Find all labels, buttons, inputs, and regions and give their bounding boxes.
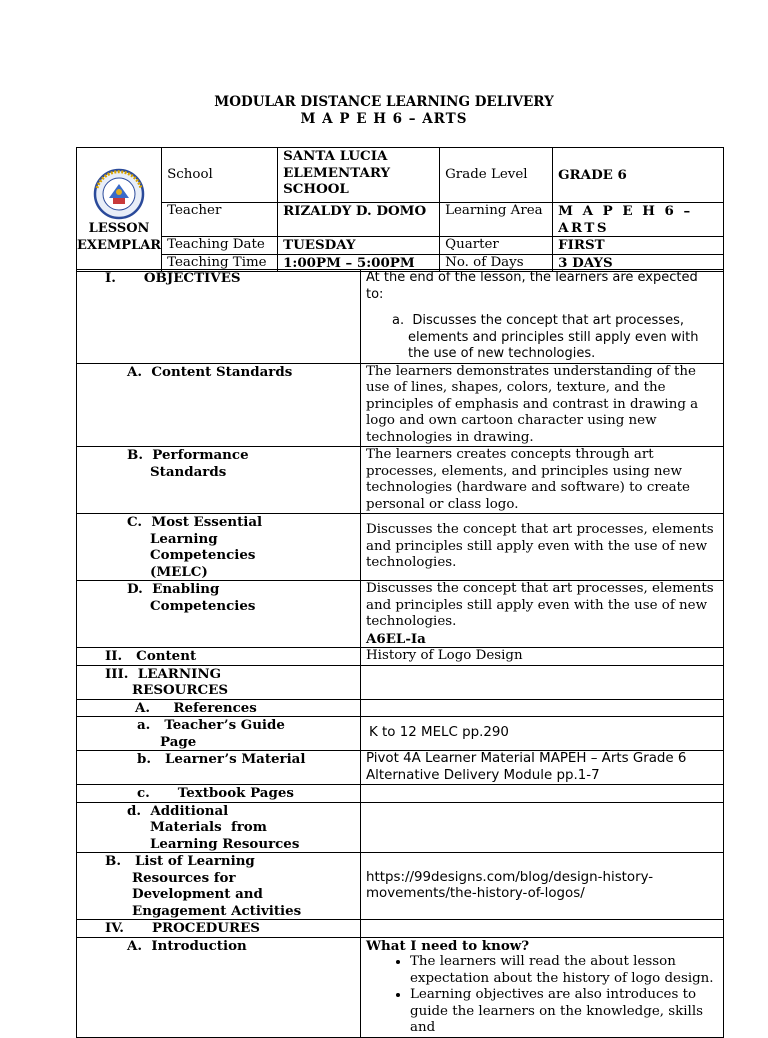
grade-level-value: GRADE 6 <box>553 148 724 203</box>
learning-area-value: M A P E H 6 – ARTS <box>553 203 724 237</box>
introduction-label: A. Introduction <box>77 937 361 1037</box>
content-label: II. Content <box>77 648 361 666</box>
content-standards-value: The learners demonstrates understanding of the use of lines, shapes, colors, texture, and the principles of emphasis and contrast in drawing a logo and own cartoon character using new technologies in drawing. <box>361 363 724 447</box>
additional-materials-value <box>361 802 724 853</box>
teaching-date-label: Teaching Date <box>162 237 278 255</box>
objectives-cell <box>361 270 724 364</box>
additional-materials-label: d. Additional Materials from Learning Resources <box>77 802 361 853</box>
lesson-label: LESSON <box>88 220 150 236</box>
performance-standards-label: B. Performance Standards <box>77 447 361 514</box>
references-value <box>361 699 724 717</box>
teacher-value: RIZALDY D. DOMO <box>278 203 440 237</box>
teaching-time-value: 1:00PM – 5:00PM <box>278 254 440 272</box>
teachers-guide-label: a. Teacher’s Guide Page <box>77 717 361 751</box>
learning-resources-label: III. LEARNING RESOURCES <box>77 665 361 699</box>
teaching-time-label: Teaching Time <box>162 254 278 272</box>
learning-area-label: Learning Area <box>440 203 553 237</box>
teacher-label: Teacher <box>162 203 278 237</box>
enabling-competencies-label: D. Enabling Competencies <box>77 581 361 648</box>
intro-bullet-2: • Learning objectives are also introduces to guide the learners on the knowledge, skills and <box>410 987 718 1037</box>
lesson-info-table <box>76 147 724 272</box>
days-label: No. of Days <box>440 254 553 272</box>
learning-resources-value <box>361 665 724 699</box>
textbook-pages-label: c. Textbook Pages <box>77 785 361 803</box>
intro-bullet-1: • The learners will read the about lesson expectation about the history of logo design. <box>410 954 718 987</box>
intro-heading: What I need to know? <box>366 937 530 954</box>
lesson-exemplar-cell <box>77 148 162 272</box>
school-seal-icon <box>93 168 145 220</box>
procedures-label: IV. PROCEDURES <box>77 920 361 938</box>
objective-a: a. Discusses the concept that art processes, elements and principles still apply even with the use of new technologies. <box>392 313 699 361</box>
melc-value: Discusses the concept that art processes, elements and principles still apply even with the use of new technologies. <box>361 514 724 581</box>
objectives-label: I. OBJECTIVES <box>77 270 361 364</box>
references-label: A. References <box>77 699 361 717</box>
melc-label: C. Most Essential Learning Competencies (MELC) <box>77 514 361 581</box>
document-title: MODULAR DISTANCE LEARNING DELIVERY <box>214 94 554 110</box>
content-value: History of Logo Design <box>361 648 724 666</box>
introduction-value <box>361 937 724 1037</box>
quarter-value: FIRST <box>553 237 724 255</box>
school-value: SANTA LUCIA ELEMENTARY SCHOOL <box>278 148 440 203</box>
teaching-date-value: TUESDAY <box>278 237 440 255</box>
content-standards-label: A. Content Standards <box>77 363 361 447</box>
textbook-pages-value <box>361 785 724 803</box>
document-subtitle: M A P E H 6 – ARTS <box>300 111 468 127</box>
learners-material-label: b. Learner’s Material <box>77 751 361 785</box>
school-label: School <box>162 148 278 203</box>
exemplar-label: EXEMPLAR <box>77 237 162 253</box>
resource-link[interactable]: https://99designs.com/blog/design-history-movements/the-history-of-logos/ <box>361 853 724 920</box>
grade-level-label: Grade Level <box>440 148 553 203</box>
performance-standards-value: The learners creates concepts through art processes, elements, and principles using new technologies (hardware and software) to create personal or class logo. <box>361 447 724 514</box>
quarter-label: Quarter <box>440 237 553 255</box>
procedures-value <box>361 920 724 938</box>
list-of-resources-label: B. List of Learning Resources for Development and Engagement Activities <box>77 853 361 920</box>
teachers-guide-value: K to 12 MELC pp.290 <box>361 717 724 751</box>
lesson-plan-table <box>76 269 724 1038</box>
days-value: 3 DAYS <box>553 254 724 272</box>
enabling-competencies-value: Discusses the concept that art processes, elements and principles still apply even with the use of new technologies. A6EL-Ia <box>361 581 724 648</box>
competency-code: A6EL-Ia <box>366 630 426 647</box>
learners-material-value: Pivot 4A Learner Material MAPEH – Arts Grade 6 Alternative Delivery Module pp.1-7 <box>361 751 724 785</box>
objectives-intro: At the end of the lesson, the learners are expected to: <box>366 270 698 302</box>
